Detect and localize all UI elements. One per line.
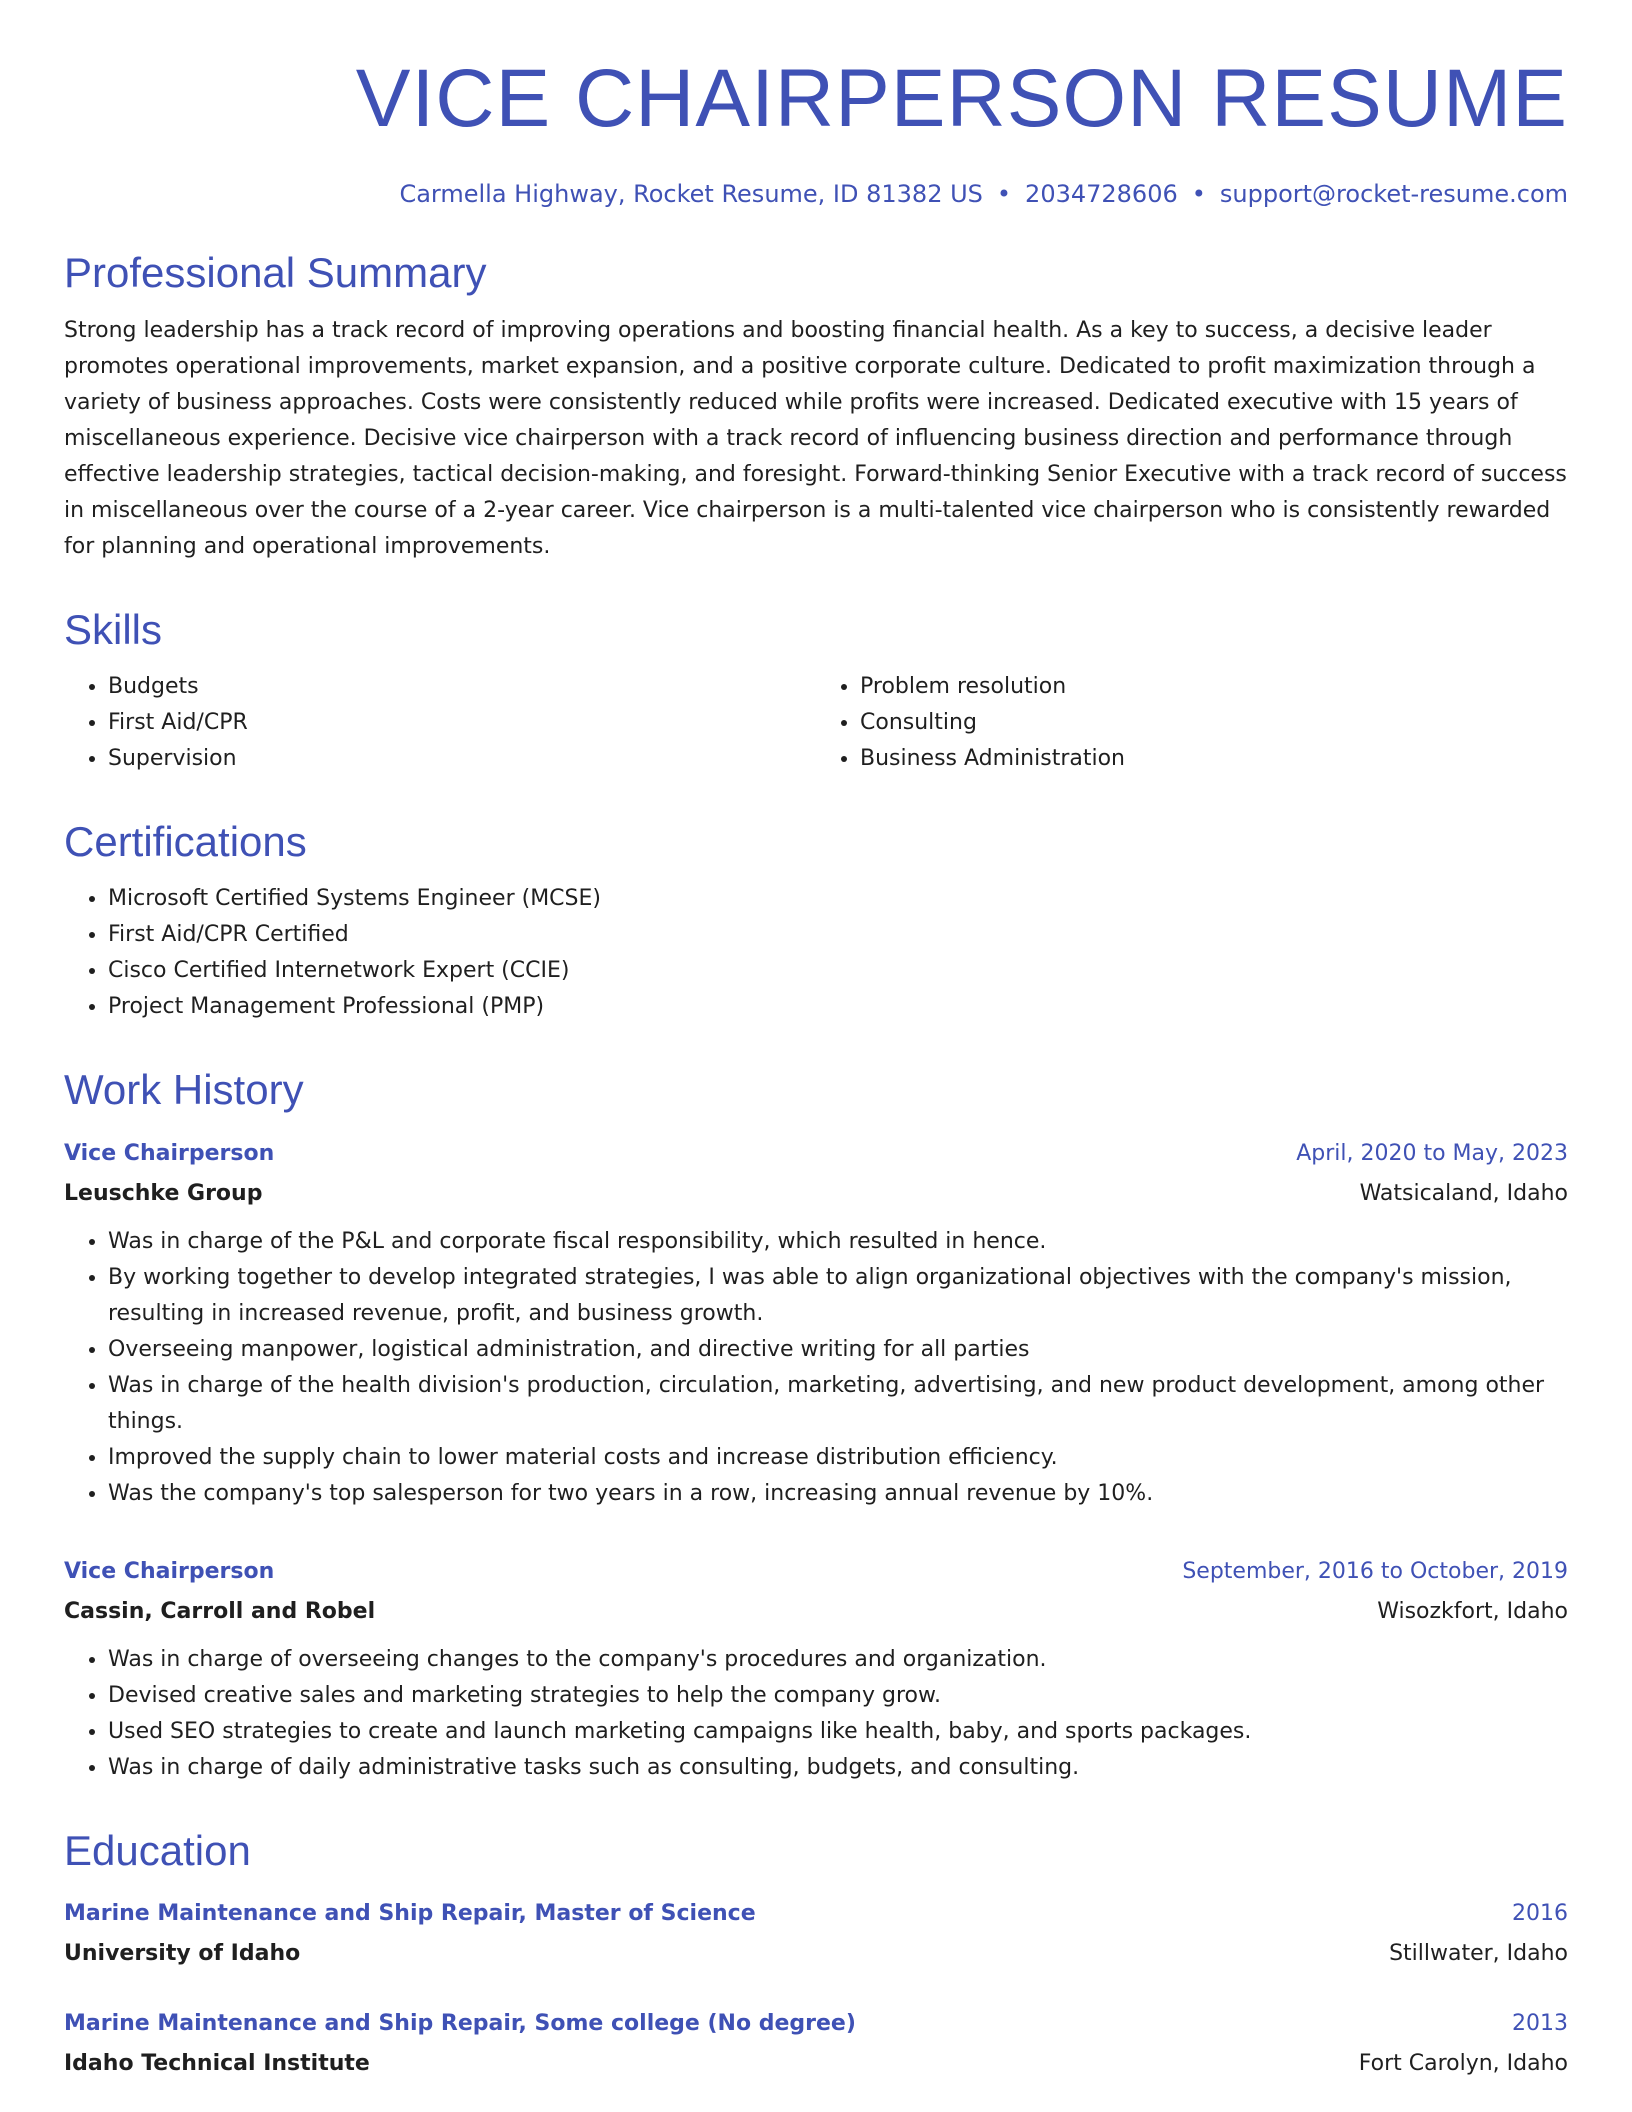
- skills-left-list: [64, 669, 816, 777]
- skill-item: • First Aid/CPR: [108, 705, 816, 741]
- job-header-row: [64, 1552, 1568, 1592]
- job-bullet: • Used SEO strategies to create and launch marketing campaigns like health, baby, and sports packages.: [108, 1714, 1568, 1750]
- job-bullet: • Was in charge of daily administrative tasks such as consulting, budgets, and consulting.: [108, 1750, 1568, 1786]
- resume-title: VICE CHAIRPERSON RESUME: [355, 53, 1568, 144]
- job-company-row: [64, 1592, 1568, 1632]
- education-location: Fort Carolyn, Idaho: [1358, 2051, 1568, 2077]
- job-bullets: [64, 1224, 1568, 1512]
- skills-heading: Skills: [64, 605, 163, 653]
- separator-dot: •: [1191, 180, 1206, 209]
- skills-right-list: [816, 669, 1568, 777]
- job-company: Leuschke Group: [64, 1180, 263, 1206]
- summary-section: [64, 248, 1568, 564]
- job-bullet: • Was in charge of the P&L and corporate fiscal responsibility, which resulted in hence.: [108, 1224, 1568, 1260]
- summary-text: Strong leadership has a track record of improving operations and boosting financial health. As a key to success, a decisive leader promotes operational improvements, market expansion, and a positive corporate culture. Dedicated to profit maximization through a variety of business approaches. Costs were consistently reduced while profits were increased. Dedicated executive with 15 years of miscellaneous experience. Decisive vice chairperson with a track record of influencing business direction and performance through effective leadership strategies, tactical decision-making, and foresight. Forward-thinking Senior Executive with a track record of success in miscellaneous over the course of a 2-year career. Vice chairperson is a multi-talented vice chairperson who is consistently rewarded for planning and operational improvements.: [64, 317, 1567, 559]
- contact-address: Carmella Highway, Rocket Resume, ID 81382 US: [399, 180, 983, 209]
- skills-grid: [64, 669, 1568, 777]
- certifications-heading: Certifications: [64, 818, 307, 866]
- job-entry: [64, 1134, 1568, 1512]
- job-company-row: [64, 1174, 1568, 1214]
- education-school: University of Idaho: [64, 1941, 301, 1967]
- job-bullet: • Was the company's top salesperson for two years in a row, increasing annual revenue by 10%.: [108, 1476, 1568, 1512]
- education-year: 2016: [1512, 1901, 1568, 1927]
- certifications-list: [64, 881, 1568, 1025]
- education-entry: [64, 2004, 1568, 2084]
- education-section: [64, 1826, 1568, 2084]
- education-degree: Marine Maintenance and Ship Repair, Master of Science: [64, 1901, 756, 1927]
- skill-item: • Consulting: [860, 705, 1568, 741]
- job-bullets: [64, 1642, 1568, 1786]
- education-header-row: [64, 2004, 1568, 2044]
- certification-item: • First Aid/CPR Certified: [108, 917, 1568, 953]
- education-school: Idaho Technical Institute: [64, 2051, 370, 2077]
- education-location: Stillwater, Idaho: [1389, 1941, 1568, 1967]
- job-dates: April, 2020 to May, 2023: [1296, 1140, 1568, 1166]
- certification-item: • Project Management Professional (PMP): [108, 989, 1568, 1025]
- skill-item: • Business Administration: [860, 741, 1568, 777]
- certification-item: • Microsoft Certified Systems Engineer (MCSE): [108, 881, 1568, 917]
- job-dates: September, 2016 to October, 2019: [1182, 1558, 1568, 1584]
- skill-item: • Problem resolution: [860, 669, 1568, 705]
- job-role: Vice Chairperson: [64, 1558, 275, 1584]
- job-entry: [64, 1552, 1568, 1786]
- contact-email[interactable]: support@rocket-resume.com: [1219, 180, 1568, 209]
- education-year: 2013: [1512, 2011, 1568, 2037]
- work-history-heading: Work History: [64, 1066, 304, 1114]
- separator-dot: •: [996, 180, 1012, 209]
- job-company: Cassin, Carroll and Robel: [64, 1598, 376, 1624]
- education-school-row: [64, 2044, 1568, 2084]
- job-bullet: • By working together to develop integrated strategies, I was able to align organizational objectives with the company's mission, resulting in increased revenue, profit, and business growth.: [108, 1260, 1568, 1332]
- skill-item: • Supervision: [108, 741, 816, 777]
- job-bullet: • Overseeing manpower, logistical administration, and directive writing for all parties: [108, 1332, 1568, 1368]
- skill-item: • Budgets: [108, 669, 816, 705]
- job-location: Watsicaland, Idaho: [1359, 1180, 1568, 1206]
- job-header-row: [64, 1134, 1568, 1174]
- education-header-row: [64, 1894, 1568, 1934]
- certification-item: • Cisco Certified Internetwork Expert (CCIE): [108, 953, 1568, 989]
- job-location: Wisozkfort, Idaho: [1377, 1598, 1568, 1624]
- job-bullet: • Was in charge of the health division's production, circulation, marketing, advertising, and new product development, among other things.: [108, 1368, 1568, 1440]
- job-role: Vice Chairperson: [64, 1140, 275, 1166]
- education-heading: Education: [64, 1826, 251, 1874]
- summary-heading: Professional Summary: [64, 249, 487, 297]
- job-bullet: • Devised creative sales and marketing strategies to help the company grow.: [108, 1678, 1568, 1714]
- education-degree: Marine Maintenance and Ship Repair, Some college (No degree): [64, 2011, 856, 2037]
- contact-phone: 2034728606: [1025, 180, 1178, 209]
- job-bullet: • Was in charge of overseeing changes to the company's procedures and organization.: [108, 1642, 1568, 1678]
- job-bullet: • Improved the supply chain to lower material costs and increase distribution efficiency.: [108, 1440, 1568, 1476]
- education-entry: [64, 1894, 1568, 1974]
- skills-section: [64, 605, 1568, 777]
- certifications-section: [64, 817, 1568, 1025]
- education-school-row: [64, 1934, 1568, 1974]
- work-history-section: [64, 1065, 1568, 1785]
- contact-line: [64, 180, 1568, 208]
